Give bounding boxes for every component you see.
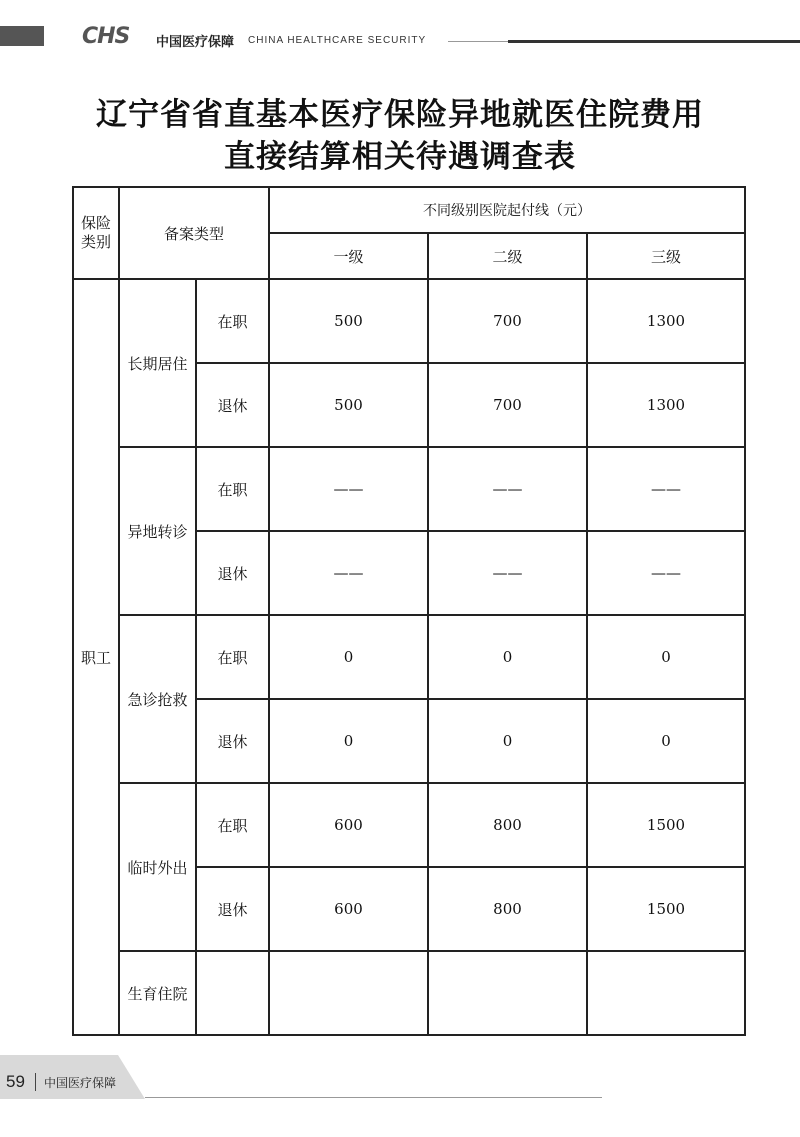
cell-level2: 800 — [428, 783, 587, 867]
insurance-employee: 职工 — [73, 279, 119, 1035]
filing-referral: 异地转诊 — [119, 447, 196, 615]
cell-level1: 600 — [269, 867, 428, 951]
cell-level1: 500 — [269, 279, 428, 363]
header-rule-thick — [508, 40, 800, 43]
page-title — [0, 94, 800, 178]
cell-level1: 0 — [269, 615, 428, 699]
cell-empty — [428, 951, 587, 1035]
cell-level3: 1300 — [587, 363, 745, 447]
cell-empty — [587, 951, 745, 1035]
filing-temporary-travel: 临时外出 — [119, 783, 196, 951]
title-line-2: 直接结算相关待遇调查表 — [224, 139, 576, 175]
cell-level3: 0 — [587, 699, 745, 783]
status-retired: 退休 — [196, 867, 269, 951]
page-number: 59 — [6, 1072, 25, 1091]
table-row — [73, 279, 745, 363]
footer-separator — [35, 1073, 36, 1091]
filing-long-term-residence: 长期居住 — [119, 279, 196, 447]
cell-level2: 0 — [428, 699, 587, 783]
header-row — [73, 187, 745, 233]
cell-level2: —— — [428, 531, 587, 615]
level-2: 二级 — [428, 233, 587, 279]
cell-level3: —— — [587, 447, 745, 531]
cell-level3: —— — [587, 531, 745, 615]
cell-level1: —— — [269, 447, 428, 531]
cell-level3: 0 — [587, 615, 745, 699]
footer-rule — [145, 1097, 602, 1098]
page-header — [0, 0, 800, 60]
cell-level2: 0 — [428, 615, 587, 699]
cell-level1: —— — [269, 531, 428, 615]
cell-level1: 500 — [269, 363, 428, 447]
status-retired: 退休 — [196, 531, 269, 615]
level-3: 三级 — [587, 233, 745, 279]
cell-level1: 600 — [269, 783, 428, 867]
table-row — [73, 951, 745, 1035]
cell-level2: 700 — [428, 279, 587, 363]
col-head-threshold: 不同级别医院起付线（元） — [269, 187, 745, 233]
status-retired: 退休 — [196, 699, 269, 783]
col-head-insurance-type: 保险类别 — [73, 187, 119, 279]
header-rule-thin — [448, 41, 508, 42]
status-employed: 在职 — [196, 783, 269, 867]
col-head-filing-type: 备案类型 — [119, 187, 269, 279]
cell-empty — [196, 951, 269, 1035]
title-line-1: 辽宁省省直基本医疗保险异地就医住院费用 — [96, 97, 704, 133]
cell-level1: 0 — [269, 699, 428, 783]
footer-brand: 中国医疗保障 — [44, 1076, 117, 1090]
level-1: 一级 — [269, 233, 428, 279]
cell-empty — [269, 951, 428, 1035]
cell-level3: 1500 — [587, 867, 745, 951]
header-block — [0, 26, 44, 46]
survey-table — [72, 186, 746, 1036]
chs-logo: CHS — [82, 24, 130, 49]
filing-maternity: 生育住院 — [119, 951, 196, 1035]
brand-name-cn: 中国医疗保障 — [156, 35, 235, 50]
filing-emergency: 急诊抢救 — [119, 615, 196, 783]
table-row — [73, 447, 745, 531]
table-row — [73, 615, 745, 699]
cell-level3: 1300 — [587, 279, 745, 363]
cell-level2: 700 — [428, 363, 587, 447]
status-employed: 在职 — [196, 615, 269, 699]
cell-level3: 1500 — [587, 783, 745, 867]
status-employed: 在职 — [196, 279, 269, 363]
brand-name-en: CHINA HEALTHCARE SECURITY — [248, 35, 427, 46]
cell-level2: 800 — [428, 867, 587, 951]
status-employed: 在职 — [196, 447, 269, 531]
cell-level2: —— — [428, 447, 587, 531]
status-retired: 退休 — [196, 363, 269, 447]
table-row — [73, 783, 745, 867]
